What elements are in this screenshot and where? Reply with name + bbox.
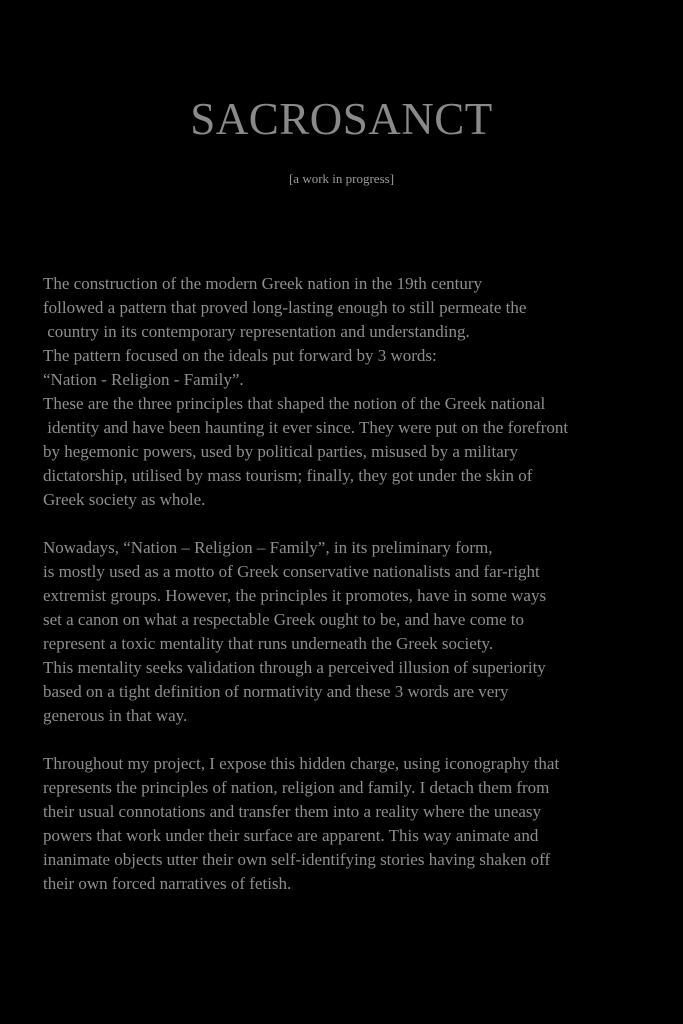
text-line: based on a tight definition of normativity and these 3 words are very (43, 682, 509, 701)
text-line: Throughout my project, I expose this hidden charge, using iconography that (43, 754, 560, 773)
text-line: generous in that way. (43, 706, 188, 725)
text-line: represent a toxic mentality that runs underneath the Greek society. (43, 634, 494, 653)
text-line: The pattern focused on the ideals put forward by 3 words: (43, 346, 437, 365)
text-line: “Nation - Religion - Family”. (43, 370, 244, 389)
text-line: identity and have been haunting it ever since. They were put on the forefront (43, 418, 569, 437)
paragraph-3 (43, 752, 663, 896)
text-line: This mentality seeks validation through a perceived illusion of superiority (43, 658, 546, 677)
page-subtitle: [a work in progress] (288, 171, 395, 186)
text-line: represents the principles of nation, religion and family. I detach them from (43, 778, 550, 797)
page-title: SACROSANCT (190, 94, 493, 144)
text-line: followed a pattern that proved long-lasting enough to still permeate the (43, 298, 527, 317)
text-line: set a canon on what a respectable Greek ought to be, and have come to (43, 610, 525, 629)
text-line: is mostly used as a motto of Greek conservative nationalists and far-right (43, 562, 540, 581)
text-line: by hegemonic powers, used by political parties, misused by a military (43, 442, 518, 461)
text-line: dictatorship, utilised by mass tourism; finally, they got under the skin of (43, 466, 533, 485)
body-text (43, 272, 663, 920)
paragraph-2 (43, 536, 663, 728)
text-line: Nowadays, “Nation – Religion – Family”, in its preliminary form, (43, 538, 493, 557)
text-line: country in its contemporary representation and understanding. (43, 322, 470, 341)
paragraph-1 (43, 272, 663, 512)
text-line: These are the three principles that shaped the notion of the Greek national (43, 394, 546, 413)
text-line: their usual connotations and transfer them into a reality where the uneasy (43, 802, 542, 821)
text-line: their own forced narratives of fetish. (43, 874, 292, 893)
text-line: Greek society as whole. (43, 490, 206, 509)
text-line: powers that work under their surface are apparent. This way animate and (43, 826, 539, 845)
text-line: inanimate objects utter their own self-identifying stories having shaken off (43, 850, 551, 869)
text-line: The construction of the modern Greek nation in the 19th century (43, 274, 483, 293)
text-line: extremist groups. However, the principles it promotes, have in some ways (43, 586, 547, 605)
